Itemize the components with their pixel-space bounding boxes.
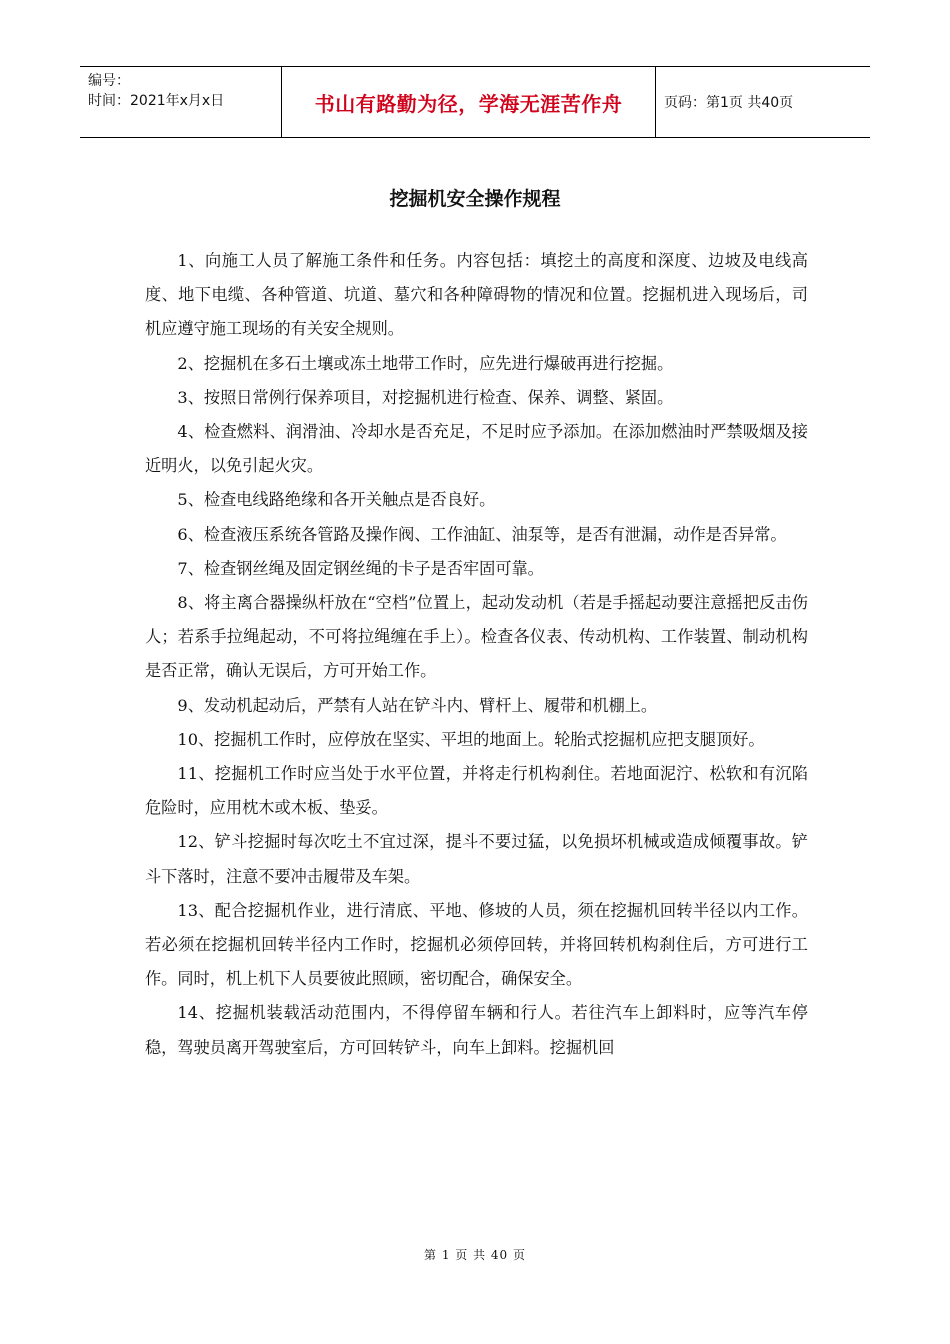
document-body (145, 244, 808, 1065)
number-label: 编号： (88, 73, 130, 89)
paragraph: 2、挖掘机在多石土壤或冻土地带工作时，应先进行爆破再进行挖掘。 (177, 353, 674, 373)
header-meta (80, 67, 282, 137)
paragraph: 4、检查燃料、润滑油、冷却水是否充足，不足时应予添加。在添加燃油时严禁吸烟及接近明火，以免引起火灾。 (145, 422, 808, 476)
paragraph: 9、发动机起动后，严禁有人站在铲斗内、臂杆上、履带和机棚上。 (177, 695, 658, 715)
paragraph: 3、按照日常例行保养项目，对挖掘机进行检查、保养、调整、紧固。 (177, 387, 674, 407)
paragraph: 7、检查钢丝绳及固定钢丝绳的卡子是否牢固可靠。 (177, 558, 544, 578)
time-label: 时间：2021年x月x日 (88, 93, 225, 109)
page-header (80, 66, 870, 138)
paragraph: 11、挖掘机工作时应当处于水平位置，并将走行机构刹住。若地面泥泞、松软和有沉陷危险时，应用枕木或木板、垫妥。 (145, 764, 808, 818)
header-page-info: 页码：第1页 共40页 (664, 95, 794, 111)
paragraph: 5、检查电线路绝缘和各开关触点是否良好。 (177, 490, 496, 510)
paragraph: 10、挖掘机工作时，应停放在坚实、平坦的地面上。轮胎式挖掘机应把支腿顶好。 (177, 729, 765, 749)
paragraph: 8、将主离合器操纵杆放在“空档”位置上，起动发动机（若是手摇起动要注意摇把反击伤人；若系手拉绳起动，不可将拉绳缠在手上）。检查各仪表、传动机构、工作装置、制动机构是否正常，确认无误后，方可开始工作。 (145, 593, 808, 681)
paragraph: 14、挖掘机装载活动范围内，不得停留车辆和行人。若往汽车上卸料时，应等汽车停稳，驾驶员离开驾驶室后，方可回转铲斗，向车上卸料。挖掘机回 (145, 1003, 808, 1057)
paragraph: 6、检查液压系统各管路及操作阀、工作油缸、油泵等，是否有泄漏，动作是否异常。 (177, 524, 787, 544)
document-title: 挖掘机安全操作规程 (389, 188, 561, 210)
paragraph: 1、向施工人员了解施工条件和任务。内容包括：填挖土的高度和深度、边坡及电线高度、地下电缆、各种管道、坑道、墓穴和各种障碍物的情况和位置。挖掘机进入现场后，司机应遵守施工现场的有关安全规则。 (145, 251, 808, 339)
paragraph: 12、铲斗挖掘时每次吃土不宜过深，提斗不要过猛，以免损坏机械或造成倾覆事故。铲斗下落时，注意不要冲击履带及车架。 (145, 832, 808, 886)
page-footer: 第 1 页 共 40 页 (424, 1248, 526, 1262)
paragraph: 13、配合挖掘机作业，进行清底、平地、修坡的人员，须在挖掘机回转半径以内工作。若必须在挖掘机回转半径内工作时，挖掘机必须停回转，并将回转机构刹住后，方可进行工作。同时，机上机下人员要彼此照顾，密切配合，确保安全。 (145, 900, 808, 989)
header-motto: 书山有路勤为径，学海无涯苦作舟 (282, 67, 656, 137)
